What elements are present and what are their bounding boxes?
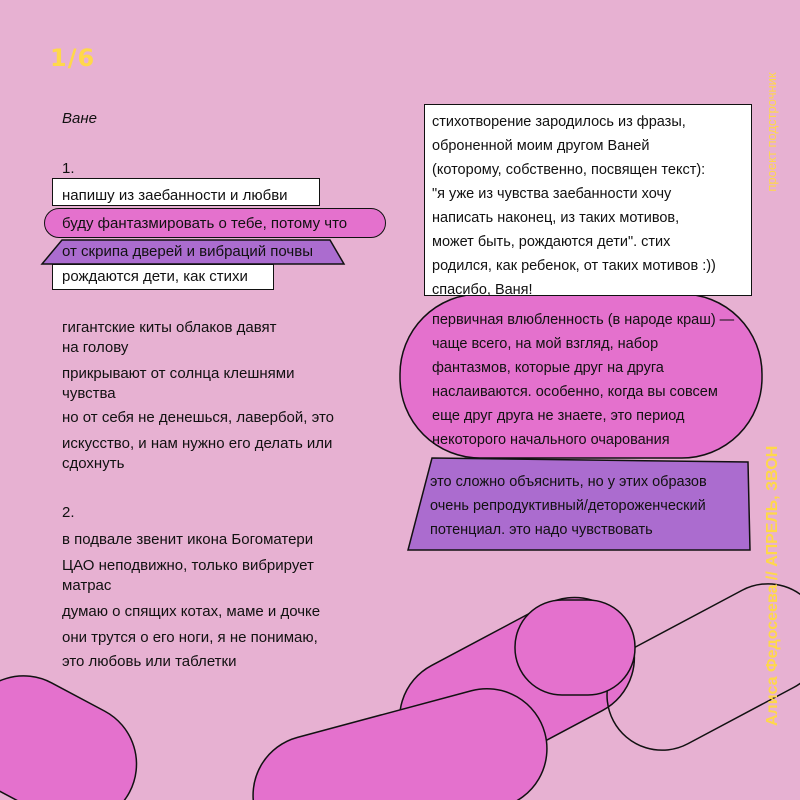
stanza2-line-6: искусство, и нам нужно его делать или [62, 435, 333, 452]
note3-text [430, 470, 707, 542]
stanza2-line-4: чувства [62, 385, 116, 402]
stanza2-line-5: но от себя не денешься, лавербой, это [62, 409, 334, 426]
stanza2-line-2: на голову [62, 339, 129, 356]
poem-dedication: Ване [62, 110, 97, 127]
project-label: проект подстрочник [764, 72, 779, 192]
part2-line-6: это любовь или таблетки [62, 653, 237, 670]
note1-line-4: "я уже из чувства заебанности хочу [432, 186, 672, 202]
part1-line-1: напишу из заебанности и любви [62, 187, 288, 204]
part2-number: 2. [62, 504, 75, 521]
note2-line-6: некоторого начального очарования [432, 432, 670, 448]
stanza2-line-7: сдохнуть [62, 455, 125, 472]
blob-bottom-pill [240, 675, 561, 800]
note2-line-5: еще друг друга не знаете, это период [432, 408, 685, 424]
part1-number: 1. [62, 160, 75, 177]
note1-line-7: родился, как ребенок, от таких мотивов :)) [432, 258, 716, 274]
author-title-label: Алиса Федосеева // АПРЕЛЬ, ЗВОН [764, 445, 781, 726]
note1-line-3: (которому, собственно, посвящен текст): [432, 162, 706, 178]
part2-line-4: думаю о спящих котах, маме и дочке [62, 603, 321, 620]
part2-line-1: в подвале звенит икона Богоматери [62, 531, 314, 548]
note1-line-5: написать наконец, из таких мотивов, [432, 210, 680, 226]
note2-text [432, 308, 734, 452]
stanza2-line-3: прикрывают от солнца клешнями [62, 365, 295, 382]
note1-line-6: может быть, рождаются дети". стих [432, 234, 671, 250]
note3-line-1: это сложно объяснить, но у этих образов [430, 474, 707, 490]
stanza2-line-1: гигантские киты облаков давят [62, 319, 277, 336]
blob-right-pill [515, 600, 635, 695]
note1-text [432, 110, 716, 302]
note1-line-2: оброненной моим другом Ваней [432, 138, 650, 154]
note2-line-1: первичная влюбленность (в народе краш) — [432, 312, 735, 328]
blob-left-pill [0, 655, 158, 800]
part2-line-2: ЦАО неподвижно, только вибрирует [62, 557, 314, 574]
note2-line-3: фантазмов, которые друг на друга [432, 360, 664, 376]
note2-line-2: чаще всего, на мой взгляд, набор [432, 336, 659, 352]
part1-line-3: от скрипа дверей и вибраций почвы [62, 243, 313, 260]
part1-line-4: рождаются дети, как стихи [62, 268, 248, 285]
part2-line-3: матрас [62, 577, 112, 594]
page-number: 1/6 [50, 44, 96, 72]
note3-line-2: очень репродуктивный/детороженческий [430, 498, 706, 514]
part2-line-5: они трутся о его ноги, я не понимаю, [62, 629, 318, 646]
note1-line-1: стихотворение зародилось из фразы, [432, 114, 686, 130]
note2-line-4: наслаиваются. особенно, когда вы совсем [432, 384, 718, 400]
note1-line-8: спасибо, Ваня! [432, 282, 533, 298]
note3-line-3: потенциал. это надо чувствовать [430, 522, 653, 538]
part1-line-2: буду фантазмировать о тебе, потому что [62, 215, 348, 232]
